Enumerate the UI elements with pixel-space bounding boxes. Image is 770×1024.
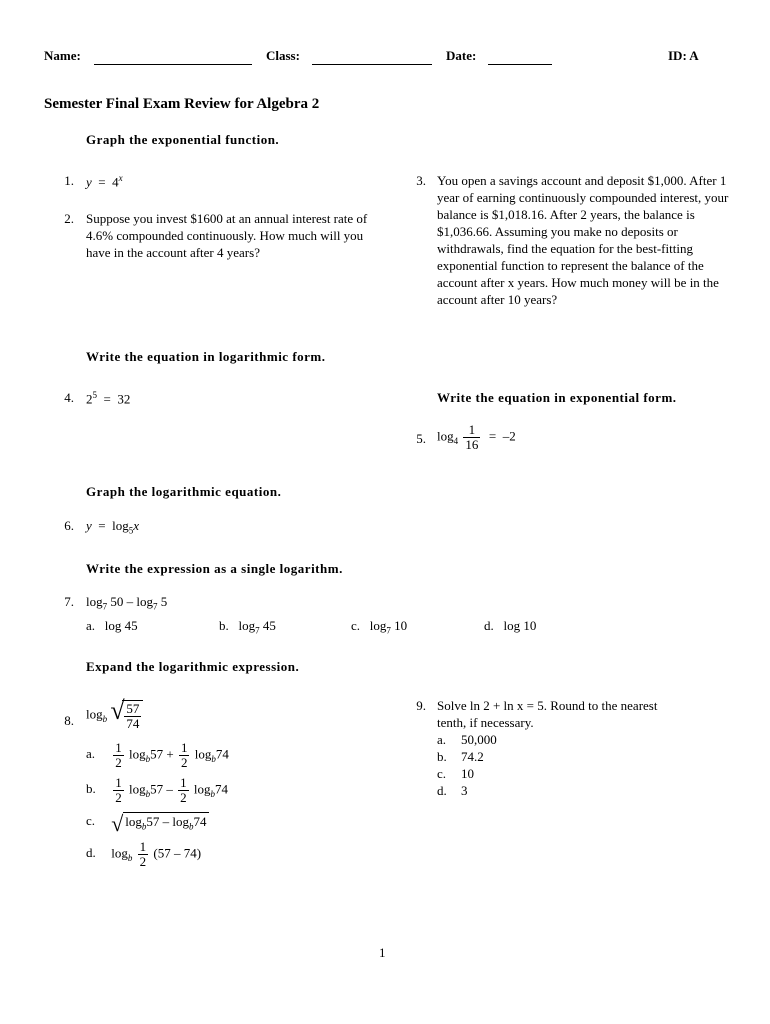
arg2: 74 [193, 814, 207, 829]
choice-text: 3 [461, 783, 468, 798]
log: log [125, 814, 142, 829]
q8-choice-a[interactable] [86, 741, 229, 770]
choice-arg: 45 [262, 618, 276, 633]
choice-text: 50,000 [461, 732, 497, 747]
q7-log-a: log [86, 594, 103, 609]
section-graph-logarithmic: Graph the logarithmic equation. [86, 484, 282, 499]
q4-rhs: 32 [117, 391, 131, 407]
choice-base: 7 [386, 625, 391, 636]
question-7 [86, 594, 167, 612]
arg1: 57 [150, 781, 164, 797]
half-num: 1 [115, 775, 122, 790]
q8-numerator: 57 [126, 701, 140, 716]
q7-choice-b[interactable] [219, 618, 276, 636]
choice-base: 7 [255, 625, 260, 636]
base: b [127, 853, 133, 864]
q8-log: log [86, 706, 103, 722]
base: b [210, 789, 215, 800]
choice-letter: a. [86, 746, 96, 762]
q7-arg-b: 5 [160, 594, 168, 609]
q9-choice-d[interactable] [437, 783, 468, 799]
log: log [194, 746, 212, 762]
q8-choice-d[interactable] [86, 840, 201, 869]
choice-letter: d. [437, 783, 447, 798]
q7-choice-c[interactable] [351, 618, 407, 636]
class-label: Class: [266, 48, 300, 63]
name-blank [94, 52, 252, 65]
q9-choice-c[interactable] [437, 766, 474, 782]
date-label: Date: [446, 48, 477, 63]
q4-base: 2 [86, 391, 93, 407]
question-number-8: 8. [64, 713, 74, 728]
arg1: 57 [150, 746, 164, 762]
choice-arg: 10 [394, 618, 408, 633]
q8-denominator: 74 [126, 716, 140, 731]
question-5 [437, 423, 516, 452]
half-num: 1 [180, 740, 188, 755]
choice-letter: c. [437, 766, 447, 781]
name-label: Name: [44, 48, 81, 63]
question-4 [86, 390, 130, 407]
log: log [172, 814, 189, 829]
question-number-6: 6. [64, 518, 74, 533]
q1-base: 4 [112, 174, 119, 190]
choice-letter: a. [86, 618, 96, 633]
id-label: ID: A [668, 48, 699, 63]
q7-base-b: 7 [153, 601, 158, 612]
base: b [211, 754, 216, 765]
sqrt-icon: √ [111, 811, 124, 836]
section-graph-exponential: Graph the exponential function. [86, 132, 280, 147]
q4-equals: = [103, 391, 111, 407]
page-title: Semester Final Exam Review for Algebra 2 [44, 96, 320, 112]
q5-log: log [437, 428, 454, 444]
choice-letter: d. [484, 618, 494, 633]
page-number: 1 [379, 945, 386, 960]
question-number-5: 5. [416, 431, 426, 446]
op: + [166, 746, 174, 762]
choice-letter: b. [86, 781, 96, 797]
choice-text: 74.2 [461, 749, 484, 764]
half-den: 2 [115, 755, 122, 770]
section-single-logarithm: Write the expression as a single logarithm. [86, 561, 343, 576]
question-3: You open a savings account and deposit $1,000. After 1 year of earning continuously compounded interest, your balance is $1,018.16. After 2 years, the balance is $1,036.66. Assuming you make no deposits or withdrawals, find the equation for the best-fitting exponential function to represent the balance of the account after x years. How much money will be in the account after 10 years? [437, 173, 729, 307]
choice-letter: c. [86, 812, 96, 828]
question-number-2: 2. [64, 211, 74, 226]
op: – [162, 814, 170, 829]
arg2: 74 [215, 746, 229, 762]
q5-fraction [463, 423, 480, 452]
q6-x: x [133, 518, 140, 533]
base: b [141, 821, 147, 832]
q9-choice-a[interactable] [437, 732, 497, 748]
choice-letter: d. [86, 845, 96, 861]
question-1 [86, 173, 123, 190]
q7-log-b: log [136, 594, 153, 609]
q1-exponent: x [118, 173, 123, 183]
section-logarithmic-form: Write the equation in logarithmic form. [86, 349, 326, 364]
q7-base-a: 7 [102, 601, 108, 612]
base: b [145, 789, 151, 800]
q7-minus: – [126, 594, 134, 609]
section-expand-logarithm: Expand the logarithmic expression. [86, 659, 300, 674]
base: b [145, 754, 151, 765]
q7-arg-a: 50 [110, 594, 124, 609]
q6-base: 5 [128, 525, 134, 536]
section-exponential-form: Write the equation in exponential form. [437, 390, 677, 405]
q5-rhs: –2 [502, 428, 516, 444]
q5-numerator: 1 [463, 423, 480, 438]
arg1: 57 [146, 814, 160, 829]
half-den: 2 [139, 854, 147, 869]
choice-text: log [238, 618, 256, 633]
choice-letter: b. [219, 618, 229, 633]
half-num: 1 [115, 740, 122, 755]
q6-equals: = [98, 518, 106, 533]
class-blank [312, 52, 432, 65]
choice-text: 10 [461, 766, 474, 781]
q1-equals: = [98, 174, 106, 190]
log: log [193, 781, 211, 797]
q5-base: 4 [453, 436, 459, 447]
choice-text: log 10 [503, 618, 537, 633]
arg2: 74 [215, 781, 228, 797]
log: log [129, 781, 146, 797]
question-9-line-2: tenth, if necessary. [437, 715, 534, 730]
choice-letter: c. [351, 618, 361, 633]
question-number-7: 7. [64, 594, 74, 609]
q8-base: b [102, 714, 108, 725]
q7-choice-d[interactable] [484, 618, 536, 634]
question-8 [86, 696, 143, 731]
q7-choice-a[interactable] [86, 618, 138, 634]
op: – [166, 781, 173, 797]
q6-y: y [86, 518, 92, 533]
paren-expr: (57 – 74) [153, 845, 202, 861]
q8-choice-c[interactable] [86, 811, 209, 836]
q1-y: y [86, 174, 92, 190]
q5-denominator: 16 [465, 437, 479, 452]
q5-equals: = [488, 428, 497, 444]
sqrt-icon: √ [110, 696, 125, 725]
c-radical [111, 811, 208, 836]
half-num: 1 [180, 775, 187, 790]
log: log [111, 845, 128, 861]
log: log [129, 746, 146, 762]
half-num: 1 [139, 839, 147, 854]
base: b [189, 821, 194, 832]
question-9-line-1: Solve ln 2 + ln x = 5. Round to the nearest [437, 698, 658, 713]
question-2: Suppose you invest $1600 at an annual interest rate of 4.6% compounded continuously. How much will you have in the account after 4 years? [86, 211, 368, 260]
choice-letter: b. [437, 749, 447, 764]
question-number-3: 3. [416, 173, 426, 188]
date-blank [488, 52, 552, 65]
q9-choice-b[interactable] [437, 749, 484, 765]
q4-exponent: 5 [92, 390, 97, 400]
question-number-1: 1. [64, 173, 74, 188]
question-number-4: 4. [64, 390, 74, 405]
choice-text: log 45 [104, 618, 138, 633]
choice-letter: a. [437, 732, 447, 747]
q8-radical [110, 696, 143, 731]
half-den: 2 [180, 755, 188, 770]
half-den: 2 [115, 790, 122, 805]
half-den: 2 [180, 790, 187, 805]
question-6 [86, 518, 139, 536]
q8-choice-b[interactable] [86, 776, 228, 805]
choice-text: log [369, 618, 387, 633]
q6-log: log [112, 518, 129, 533]
question-number-9: 9. [416, 698, 426, 713]
